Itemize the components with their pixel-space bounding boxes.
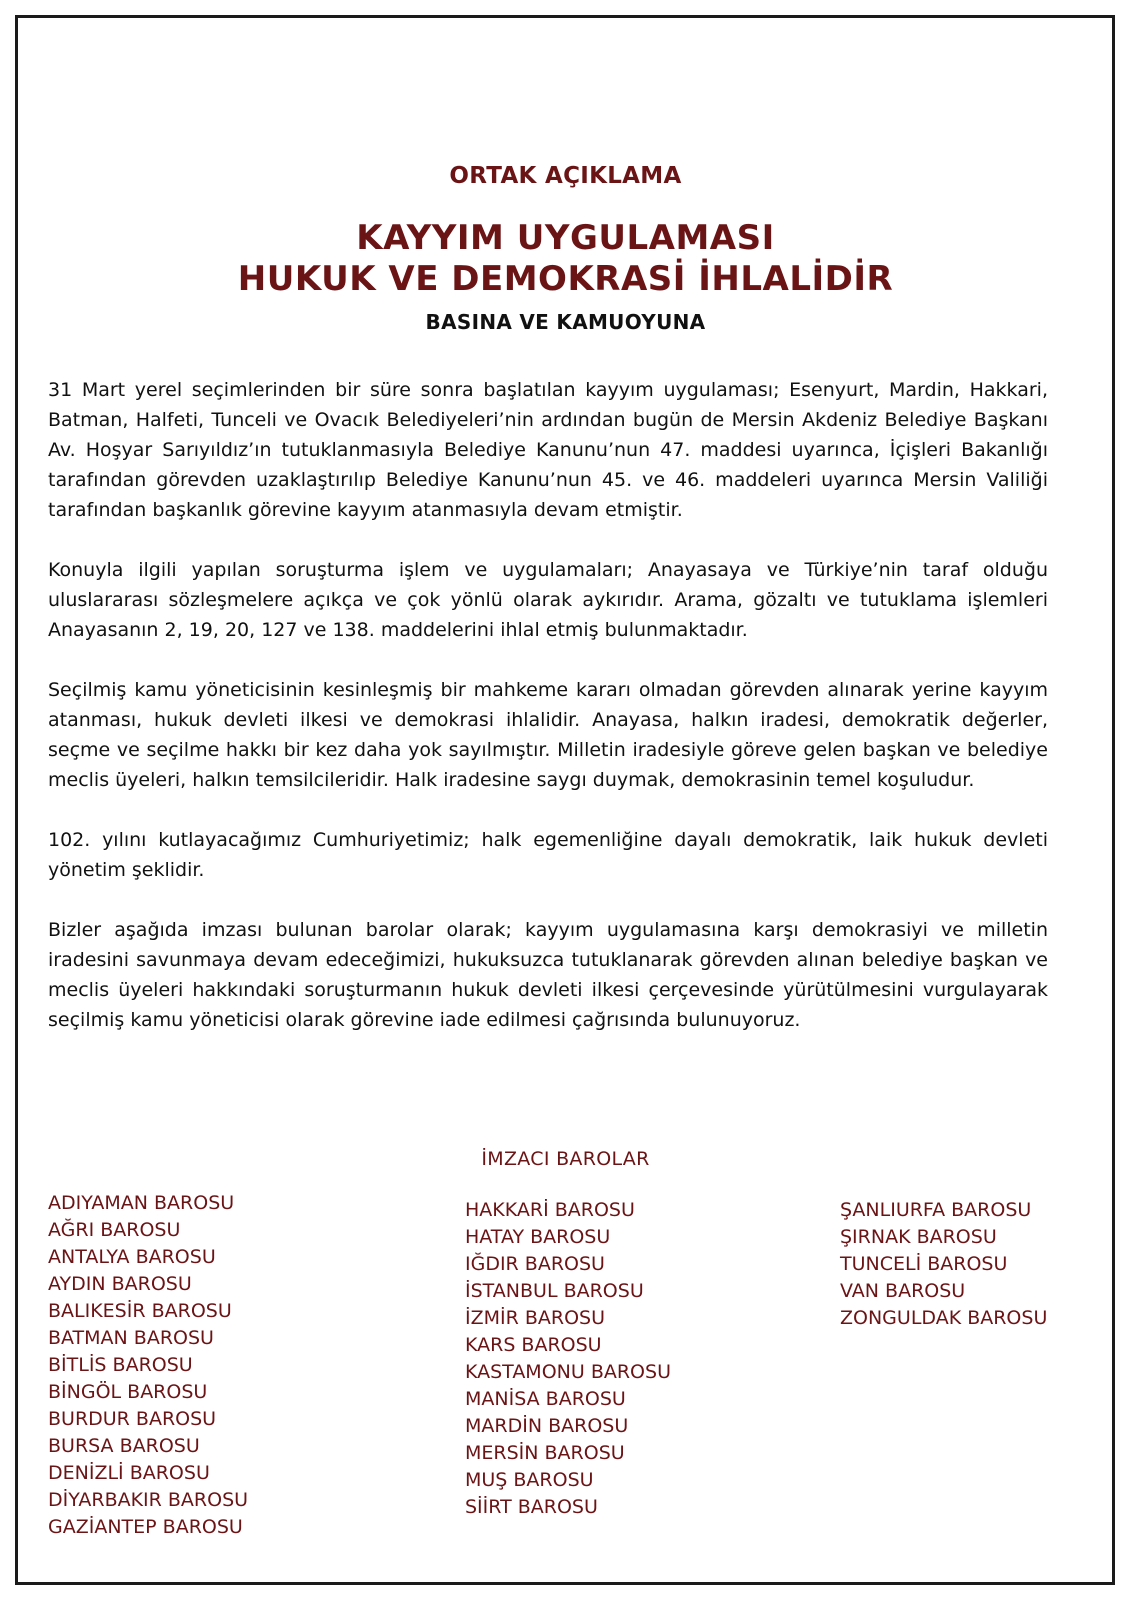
signatories-column-3	[840, 1197, 1047, 1332]
bar-association-item: BİNGÖL BAROSU	[48, 1381, 208, 1403]
bar-association-item: HAKKARİ BAROSU	[465, 1199, 635, 1221]
bar-association-item: ZONGULDAK BAROSU	[840, 1307, 1048, 1329]
bar-association-item: IĞDIR BAROSU	[465, 1253, 605, 1275]
bar-association-item: MARDİN BAROSU	[465, 1415, 629, 1437]
bar-association-item: HATAY BAROSU	[465, 1226, 611, 1248]
bar-association-item: MUŞ BAROSU	[465, 1469, 594, 1491]
document-title-line1: KAYYIM UYGULAMASI	[356, 218, 775, 258]
bar-association-item: ŞANLIURFA BAROSU	[840, 1199, 1032, 1221]
bar-association-item: BATMAN BAROSU	[48, 1327, 214, 1349]
bar-association-item: ADIYAMAN BAROSU	[48, 1192, 235, 1214]
bar-association-item: TUNCELİ BAROSU	[840, 1253, 1008, 1275]
bar-association-item: ŞIRNAK BAROSU	[840, 1226, 997, 1248]
paragraph-2: Konuyla ilgili yapılan soruşturma işlem ve uygulamaları; Anayasaya ve Türkiye’nin taraf olduğu uluslararası sözleşmelere açıkça ve çok yönlü olarak aykırıdır. Arama, gözaltı ve tutuklama işlemleri Anayasanın 2, 19, 20, 127 ve 138. maddelerini ihlal etmiş bulunmaktadır.	[48, 559, 1048, 641]
bar-association-item: BURSA BAROSU	[48, 1435, 200, 1457]
bar-association-item: İSTANBUL BAROSU	[465, 1280, 644, 1302]
paragraph-1: 31 Mart yerel seçimlerinden bir süre sonra başlatılan kayyım uygulaması; Esenyurt, Mardin, Hakkari, Batman, Halfeti, Tunceli ve Ovacık Belediyeleri’nin ardından bugün de Mersin Akdeniz Belediye Başkanı Av. Hoşyar Sarıyıldız’ın tutuklanmasıyla Belediye Kanunu’nun 47. maddesi uyarınca, İçişleri Bakanlığı tarafından görevden uzaklaştırılıp Belediye Kanunu’nun 45. ve 46. maddeleri uyarınca Mersin Valiliği tarafından başkanlık görevine kayyım atanmasıyla devam etmiştir.	[48, 379, 1048, 521]
paragraph-5: Bizler aşağıda imzası bulunan barolar olarak; kayyım uygulamasına karşı demokrasiyi ve milletin iradesini savunmaya devam edeceğimizi, hukuksuzca tutuklanarak görevden alınan belediye başkan ve meclis üyeleri hakkındaki soruşturmanın hukuk devleti ilkesi çerçevesinde yürütülmesini vurgulayarak seçilmiş kamu yöneticisi olarak görevine iade edilmesi çağrısında bulunuyoruz.	[48, 919, 1048, 1031]
bar-association-item: KASTAMONU BAROSU	[465, 1361, 671, 1383]
document-subtitle: BASINA VE KAMUOYUNA	[425, 310, 706, 334]
bar-association-item: MERSİN BAROSU	[465, 1442, 625, 1464]
signatories-column-1	[48, 1190, 248, 1541]
paragraph-4: 102. yılını kutlayacağımız Cumhuriyetimiz; halk egemenliğine dayalı demokratik, laik hukuk devleti yönetim şeklidir.	[48, 829, 1048, 881]
bar-association-item: MANİSA BAROSU	[465, 1388, 626, 1410]
bar-association-item: AYDIN BAROSU	[48, 1273, 192, 1295]
document-kicker: ORTAK AÇIKLAMA	[449, 163, 682, 189]
paragraph-3: Seçilmiş kamu yöneticisinin kesinleşmiş bir mahkeme kararı olmadan görevden alınarak yerine kayyım atanması, hukuk devleti ilkesi ve demokrasi ihlalidir. Anayasa, halkın iradesi, demokratik değerler, seçme ve seçilme hakkı bir kez daha yok sayılmıştır. Milletin iradesiyle göreve gelen başkan ve belediye meclis üyeleri, halkın temsilcileridir. Halk iradesine saygı duymak, demokrasinin temel koşuludur.	[48, 679, 1048, 791]
signatories-heading: İMZACI BAROLAR	[481, 1148, 650, 1170]
bar-association-item: KARS BAROSU	[465, 1334, 602, 1356]
bar-association-item: DENİZLİ BAROSU	[48, 1462, 210, 1484]
bar-association-item: ANTALYA BAROSU	[48, 1246, 216, 1268]
bar-association-item: AĞRI BAROSU	[48, 1219, 181, 1241]
bar-association-item: DİYARBAKIR BAROSU	[48, 1489, 249, 1511]
document-title-line2: HUKUK VE DEMOKRASİ İHLALİDİR	[237, 259, 894, 299]
bar-association-item: İZMİR BAROSU	[465, 1307, 606, 1329]
bar-association-item: SİİRT BAROSU	[465, 1496, 598, 1518]
bar-association-item: GAZİANTEP BAROSU	[48, 1516, 243, 1538]
bar-association-item: BİTLİS BAROSU	[48, 1354, 193, 1376]
statement-body	[48, 375, 1048, 1035]
bar-association-item: BALIKESİR BAROSU	[48, 1300, 232, 1322]
bar-association-item: VAN BAROSU	[840, 1280, 966, 1302]
signatories-column-2	[465, 1197, 671, 1521]
bar-association-item: BURDUR BAROSU	[48, 1408, 217, 1430]
